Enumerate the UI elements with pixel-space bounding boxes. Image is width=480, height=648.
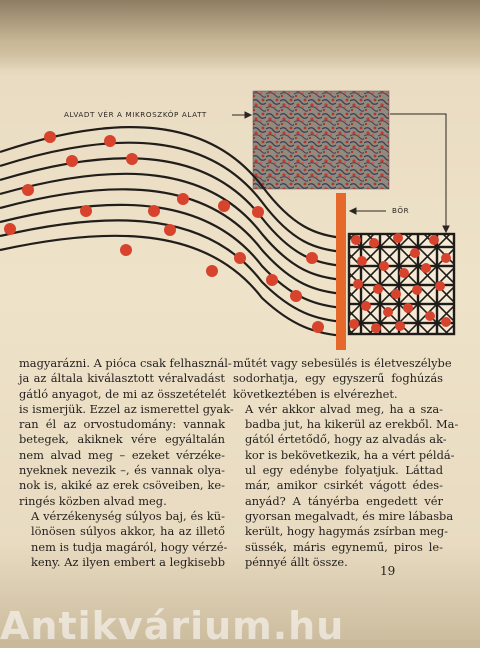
text-line: kor is bekövetkezik, ha a vért példá- [245,447,455,462]
watermark: Antikvárium.hu [0,604,345,648]
text-line: pénnyé állt össze. [245,554,348,569]
text-line: süssék, máris egynemű, piros le- [245,539,443,554]
text-line: ja az általa kiválasztott véralvadást [19,371,225,386]
skin-layer [336,193,346,350]
paragraph [233,356,452,402]
text-line: gyorsan megalvadt, és mire lábasba [245,508,454,523]
text-line: következtében is elvérezhet. [233,386,398,401]
text-line: lönösen súlyos akkor, ha az illető [31,524,225,539]
text-column-left [19,356,234,570]
text-line: gátló anyagot, de mi az összetételét [19,386,227,401]
text-line: ul egy edénybe folyatjuk. Láttad [245,463,443,478]
text-line: anyád? A tányérba engedett vér [245,493,443,508]
paragraph [233,401,459,570]
text-line: nyeknek nevezik –, és vannak olya- [19,463,225,478]
text-line: ran él az orvostudomány: vannak [19,417,225,432]
text-column-right [233,356,459,570]
paragraph [19,356,234,509]
text-line: is ismerjük. Ezzel az ismerettel gyak- [19,401,234,416]
clot-mesh [349,233,454,334]
text-line: sodorhatja, egy egyszerű foghúzás [233,371,443,386]
text-line: nok is, akiké az erek csöveiben, ke- [19,478,225,493]
text-line: magyarázni. A pióca csak felhasznál- [19,356,232,370]
text-line: ringés közben alvad meg. [19,493,167,508]
text-line: műtét vagy sebesülés is életveszélybe [233,356,452,370]
page-number: 19 [380,564,396,578]
text-line: került, hogy hagymás zsírban meg- [245,524,448,539]
caption-microscope: ALVADT VÉR A MIKROSZKÓP ALATT [64,110,207,119]
caption-skin: BŐR [392,206,410,215]
text-line: A vér akkor alvad meg, ha a sza- [245,401,443,416]
text-line: nem is tudja magáról, hogy vérzé- [31,539,228,554]
text-line: keny. Az ilyen embert a legkisebb [31,554,225,569]
text-line: gától értetődő, hogy az alvadás ak- [245,432,447,447]
text-line: már, amikor csirkét vágott édes- [245,478,443,493]
text-line: badba jut, ha kikerül az erekből. Ma- [245,417,459,432]
microscope-image [253,91,389,189]
paragraph [19,508,228,570]
text-line: betegek, akiknek vére egyáltalán [19,432,225,447]
text-line: A vérzékenység súlyos baj, és kü- [31,508,225,523]
text-line: nem alvad meg – ezeket vérzéke- [19,447,225,462]
